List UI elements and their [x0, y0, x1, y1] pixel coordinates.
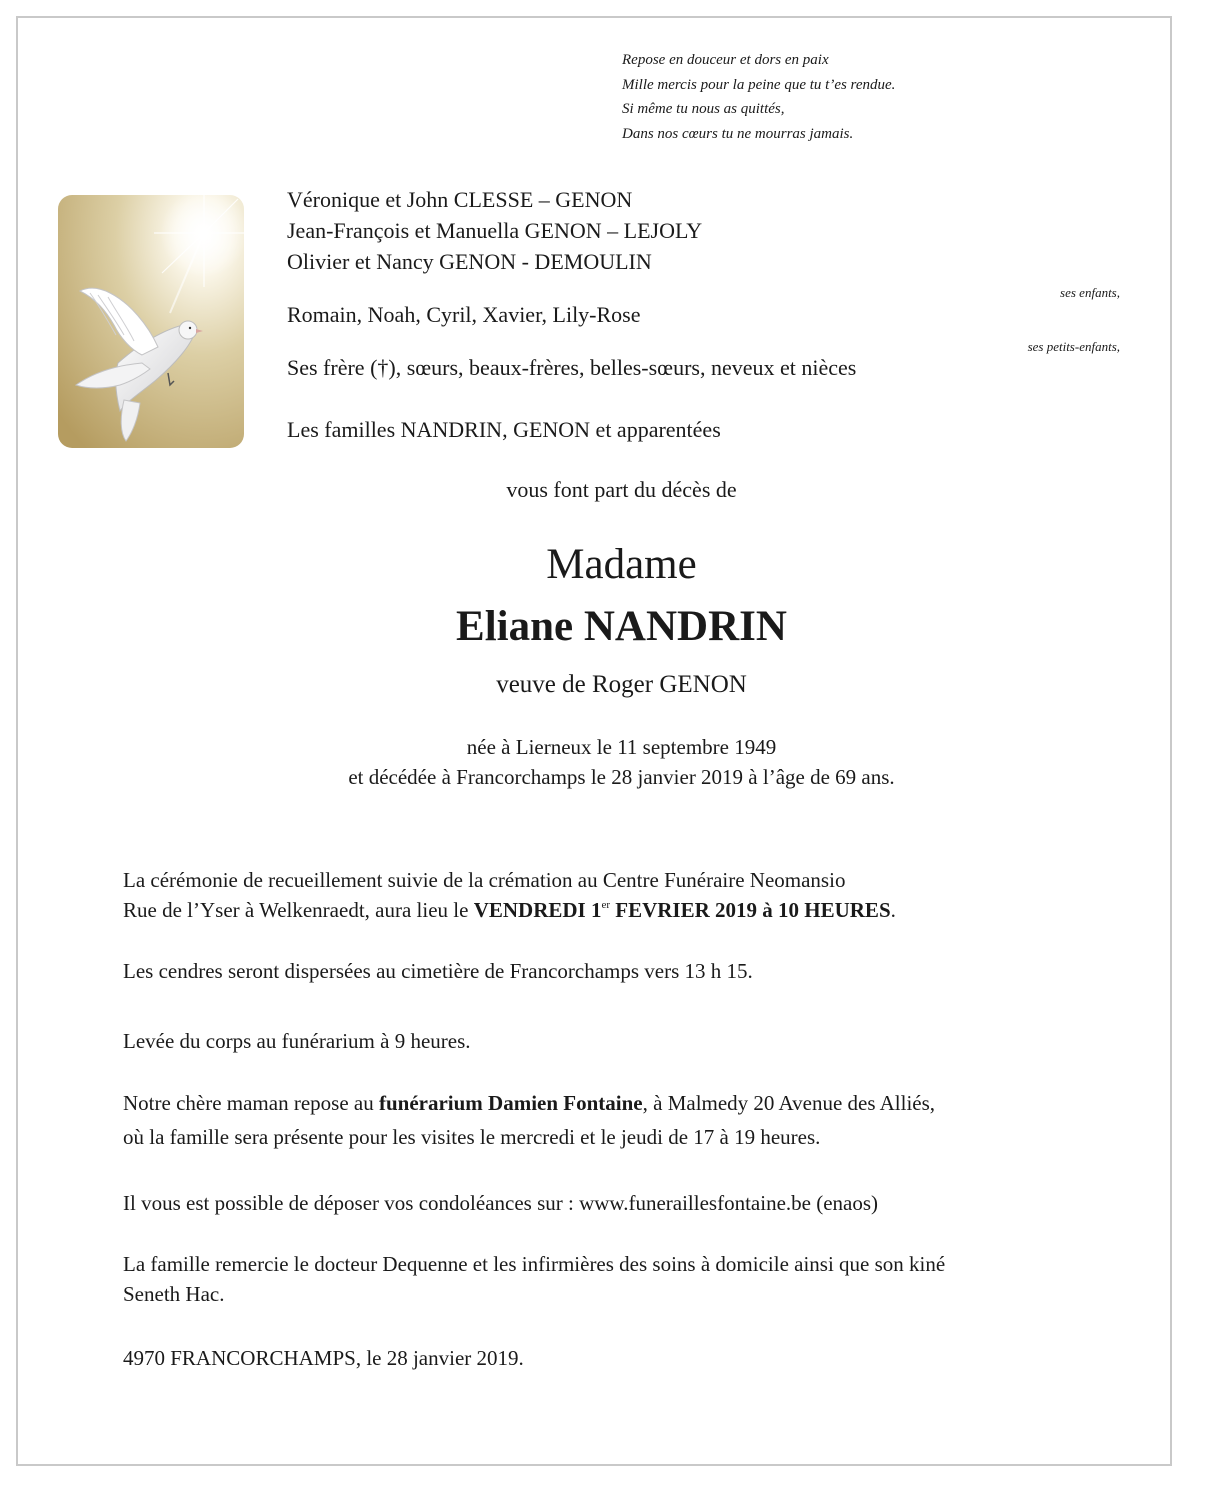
visits-info: où la famille sera présente pour les visites le mercredi et le jeudi de 17 à 19 heures.	[123, 1125, 821, 1149]
dove-image	[58, 195, 244, 448]
condolences-info: Il vous est possible de déposer vos condoléances sur : www.funeraillesfontaine.be (enaos)	[123, 1191, 879, 1215]
poem-line: Dans nos cœurs tu ne mourras jamais.	[622, 125, 854, 142]
children-line: Olivier et Nancy GENON - DEMOULIN	[287, 249, 652, 274]
place-date: 4970 FRANCORCHAMPS, le 28 janvier 2019.	[123, 1346, 524, 1370]
ceremony-end: .	[890, 898, 896, 922]
rest-prefix: Notre chère maman repose au	[123, 1091, 379, 1115]
levee-info: Levée du corps au funérarium à 9 heures.	[123, 1029, 471, 1053]
widow-of: veuve de Roger GENON	[496, 671, 747, 698]
children-label: ses enfants,	[1060, 285, 1120, 300]
ceremony-line-1: La cérémonie de recueillement suivie de la crémation au Centre Funéraire Neomansio	[123, 868, 846, 892]
rest-suffix: , à Malmedy 20 Avenue des Alliés,	[642, 1091, 936, 1115]
children-line: Jean-François et Manuella GENON – LEJOLY	[287, 218, 703, 243]
rest-info	[123, 1088, 935, 1118]
ceremony-date: FEVRIER 2019 à 10 HEURES	[610, 898, 891, 922]
ceremony-line-2	[123, 895, 896, 925]
ceremony-day: VENDREDI 1	[473, 898, 602, 922]
grandchildren-line: Romain, Noah, Cyril, Xavier, Lily-Rose	[287, 302, 641, 327]
poem-line: Si même tu nous as quittés,	[622, 101, 785, 117]
ashes-info: Les cendres seront dispersées au cimetière de Francorchamps vers 13 h 15.	[123, 959, 753, 983]
poem-line: Repose en douceur et dors en paix	[622, 52, 829, 68]
death-info: et décédée à Francorchamps le 28 janvier 2019 à l’âge de 69 ans.	[348, 765, 895, 789]
announcement-intro: vous font part du décès de	[506, 477, 737, 502]
ceremony-day-sup: er	[601, 899, 610, 911]
grandchildren-label: ses petits-enfants,	[1027, 339, 1120, 354]
deceased-title: Madame	[546, 541, 697, 588]
families-line: Les familles NANDRIN, GENON et apparentées	[287, 417, 721, 442]
thanks-line-2: Seneth Hac.	[123, 1282, 225, 1306]
deceased-name: Eliane NANDRIN	[456, 603, 787, 650]
children-line: Véronique et John CLESSE – GENON	[287, 187, 633, 212]
thanks-line-1: La famille remercie le docteur Dequenne et les infirmières des soins à domicile ainsi que son kiné	[123, 1252, 946, 1276]
birth-info: née à Lierneux le 11 septembre 1949	[466, 735, 777, 759]
siblings-line: Ses frère (†), sœurs, beaux-frères, belles-sœurs, neveux et nièces	[287, 355, 857, 380]
rest-place: funérarium Damien Fontaine	[378, 1091, 643, 1115]
ceremony-prefix: Rue de l’Yser à Welkenraedt, aura lieu le	[123, 898, 474, 922]
poem	[622, 48, 895, 146]
poem-line: Mille mercis pour la peine que tu t’es rendue.	[622, 76, 896, 93]
